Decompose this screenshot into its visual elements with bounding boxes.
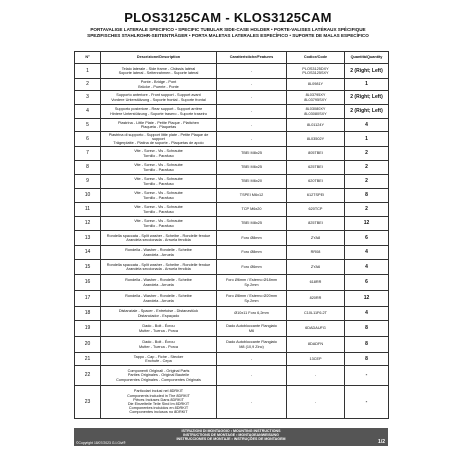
row-features: Foro Ø8mm [217, 231, 287, 246]
row-number: 6 [75, 132, 101, 147]
subtitle-line-1: PORTAVALIGE LATERALE SPECIFICO • SPECIFIC TUBULAR SIDE-CASE HOLDER • PORTE-VALISES LATÉRAUX SPÉCIFIQUE [90, 27, 366, 32]
row-code: 6DADAUFG [287, 321, 345, 337]
row-code: 612TSPEI [287, 189, 345, 203]
row-features: - [217, 105, 287, 119]
table-row [75, 275, 389, 291]
subtitle-line-2: SPEZIFISCHES STAHLROHR-SEITENTRÄGER • PORTA MALETAS LATERALES ESPECÍFICO • SUPORTE DE MALAS ESPECÍFICO [87, 32, 369, 38]
row-code: RR08 [287, 246, 345, 260]
row-description: Tappo - Cap - Fiche - Stecker Enchufe - Cepa [101, 353, 217, 366]
row-number: 21 [75, 353, 101, 366]
table-row [75, 307, 389, 321]
page-number: 1/2 [378, 439, 385, 445]
row-quantity: 8 [345, 353, 389, 366]
row-features: TSPEI M6x12 [217, 189, 287, 203]
row-description: Rondella spaccata - Split washer - Scheibe - Rondelle fendue Arandela seccionada - Arruela fendida [101, 260, 217, 275]
row-description: Piastrina - Little Plate - Petite Plaque - Plattchen Plaqueta - Plaquetas [101, 119, 217, 132]
row-code: 825TBEI [287, 217, 345, 231]
col-header-quantity: Quantità/Quantity [345, 52, 389, 64]
table-row [75, 64, 389, 79]
row-code: 805TBEI [287, 147, 345, 161]
row-quantity: 2 [345, 175, 389, 189]
row-description: Vite - Screw - Vis - Schraube Tornillo - Parafuso [101, 203, 217, 217]
row-quantity: 12 [345, 217, 389, 231]
table-row [75, 386, 389, 419]
row-features: - [217, 353, 287, 366]
table-row [75, 217, 389, 231]
table-row [75, 105, 389, 119]
row-number: 20 [75, 337, 101, 353]
row-code: 8L03080XY 8L03080SXY [287, 105, 345, 119]
table-row [75, 231, 389, 246]
row-code: 8L0981Y [287, 79, 345, 91]
row-code: 13CEP [287, 353, 345, 366]
row-description: Supporto posteriore - Rear support - Support arrière Hintere Unterstützung - Soporte trasero - Suporte traseiro [101, 105, 217, 119]
row-number: 4 [75, 105, 101, 119]
row-code: 8DADFN [287, 337, 345, 353]
row-description: Particolari inclusi nel 8DRKIT Components included in The 8DRKIT Pièces Incluses Dans 8DRKIT Die Einzelteile Teile Sind Im 8DRKIT Componentes incluidos en 8DRKIT Componentes inclusos no 8DRKIT [101, 386, 217, 419]
table-row [75, 353, 389, 366]
col-header-description: Descrizione/Description [101, 52, 217, 64]
row-number: 16 [75, 275, 101, 291]
row-code: - [287, 366, 345, 386]
row-code: ZYA8 [287, 231, 345, 246]
row-quantity: 1 [345, 132, 389, 147]
row-code: PLOS3125DXY PLOS3125SXY [287, 64, 345, 79]
table-row [75, 132, 389, 147]
row-features: - [217, 132, 287, 147]
row-features: Foro Ø8mm [217, 246, 287, 260]
row-features: TBEI M8x25 [217, 147, 287, 161]
row-code: 8L03502Y [287, 132, 345, 147]
row-quantity: 6 [345, 275, 389, 291]
row-quantity: 2 (Right; Left) [345, 91, 389, 105]
row-number: 18 [75, 307, 101, 321]
row-quantity: 2 [345, 161, 389, 175]
row-number: 1 [75, 64, 101, 79]
row-code: 620TCP [287, 203, 345, 217]
row-description: Ponte - Bridge - Pont Brücke - Puente - Ponte [101, 79, 217, 91]
col-header-number: N° [75, 52, 101, 64]
row-code: 8L01124Y [287, 119, 345, 132]
row-quantity: 2 [345, 147, 389, 161]
col-header-code: Codice/Code [287, 52, 345, 64]
row-code: 625TBEI [287, 161, 345, 175]
row-description: Dado - Bolt - Écrou Mutter - Tuerca - Porca [101, 337, 217, 353]
row-features: Foro Ø6mm / Esterno Ø18mm Sp.2mm [217, 275, 287, 291]
table-row [75, 79, 389, 91]
document-title: PLOS3125CAM - KLOS3125CAM [124, 10, 332, 25]
row-code: 620TBEI [287, 175, 345, 189]
row-description: Supporto anteriore - Front support - Support avant Vordere Unterstützung - Soporte frontal - Suporte frontal [101, 91, 217, 105]
row-quantity: 8 [345, 337, 389, 353]
table-row [75, 246, 389, 260]
row-features: TBEI M6x20 [217, 175, 287, 189]
col-header-features: Caratteristiche/Features [217, 52, 287, 64]
row-code: 8L03795XY 8L03795SXY [287, 91, 345, 105]
row-quantity: 1 [345, 79, 389, 91]
row-number: 14 [75, 246, 101, 260]
row-features: - [217, 386, 287, 419]
row-features: Dado Autobloccante Flangiato M8 (10,9 Zinc) [217, 337, 287, 353]
table-row [75, 91, 389, 105]
row-quantity: 2 [345, 203, 389, 217]
row-number: 7 [75, 147, 101, 161]
row-features: - [217, 91, 287, 105]
footer-line-1: ISTRUZIONI DI MONTAGGIO • MOUNTING INSTRUCTIONS [181, 429, 281, 433]
row-quantity: 6 [345, 231, 389, 246]
row-features: Dado Autobloccante Flangiato M6 [217, 321, 287, 337]
footer-bar [74, 428, 388, 446]
table-header-row [75, 52, 389, 64]
row-description: Rondella - Washer - Rondelle - Scheibe Arandela - Arruela [101, 291, 217, 307]
row-quantity: - [345, 366, 389, 386]
row-description: Vite - Screw - Vis - Schraube Tornillo - Parafuso [101, 175, 217, 189]
table-row [75, 260, 389, 275]
row-quantity: - [345, 386, 389, 419]
row-number: 2 [75, 79, 101, 91]
row-description: Rondella - Washer - Rondelle - Scheibe Arandela - Arruela [101, 246, 217, 260]
row-description: Vite - Screw - Vis - Schraube Tornillo - Parafuso [101, 147, 217, 161]
row-number: 13 [75, 231, 101, 246]
row-quantity: 4 [345, 307, 389, 321]
row-number: 5 [75, 119, 101, 132]
row-number: 11 [75, 203, 101, 217]
row-quantity: 4 [345, 246, 389, 260]
row-number: 9 [75, 175, 101, 189]
row-features: - [217, 119, 287, 132]
row-number: 15 [75, 260, 101, 275]
row-description: Dado - Bolt - Écrou Mutter - Tuerca - Porca [101, 321, 217, 337]
row-quantity: 2 (Right; Left) [345, 105, 389, 119]
table-row [75, 321, 389, 337]
row-number: 17 [75, 291, 101, 307]
table-row [75, 337, 389, 353]
row-number: 3 [75, 91, 101, 105]
row-description: Vite - Screw - Vis - Schraube Tornillo - Parafuso [101, 217, 217, 231]
row-features: Ø10x11 Foro 6,2mm [217, 307, 287, 321]
row-number: 12 [75, 217, 101, 231]
row-description: Vite - Screw - Vis - Schraube Tornillo - Parafuso [101, 161, 217, 175]
row-number: 19 [75, 321, 101, 337]
row-number: 8 [75, 161, 101, 175]
row-code: - [287, 386, 345, 419]
table-row [75, 147, 389, 161]
row-quantity: 4 [345, 119, 389, 132]
row-description: Telaio laterale - Side frame - Châssis latéral Soporte lateral - Seitenrahmen - Suporte lateral [101, 64, 217, 79]
row-quantity: 8 [345, 189, 389, 203]
row-features: Foro Ø6mm [217, 260, 287, 275]
row-code: 820RR [287, 291, 345, 307]
copyright-text: ©Copyright 18/07/2023 G.I.Givi® [76, 441, 126, 445]
table-row [75, 175, 389, 189]
row-features: TCP M6x20 [217, 203, 287, 217]
row-features: - [217, 64, 287, 79]
table-row [75, 119, 389, 132]
row-quantity: 8 [345, 321, 389, 337]
footer-line-2: INSTRUCTIONS DE MONTAGE • MONTAGEANWEISUNG [183, 433, 279, 438]
row-features: - [217, 79, 287, 91]
row-number: 23 [75, 386, 101, 419]
table-row [75, 291, 389, 307]
row-description: Distanziale - Spacer - Entretoise - Distanzstück Distanciador - Espaçado [101, 307, 217, 321]
row-code: ZYA6 [287, 260, 345, 275]
row-description: Vite - Screw - Vis - Schraube Tornillo - Parafuso [101, 189, 217, 203]
row-description: Piastrina di supporto - Support little plate - Petite Plaque de support Trägerplatte - Platina de soporte - Plaquetas de apoio [101, 132, 217, 147]
row-features: Foro Ø8mm / Esterno Ø20mm Sp.2mm [217, 291, 287, 307]
footer-line-3: INSTRUCCIONES DE MONTAJE • INSTRUÇÕES DE MONTAGEM [176, 437, 286, 442]
row-features: - [217, 366, 287, 386]
row-quantity: 12 [345, 291, 389, 307]
table-row [75, 161, 389, 175]
parts-table [74, 51, 389, 419]
table-row [75, 203, 389, 217]
row-quantity: 4 [345, 260, 389, 275]
table-row [75, 189, 389, 203]
row-description: Rondella - Washer - Rondelle - Scheibe Arandela - Arruela [101, 275, 217, 291]
row-number: 22 [75, 366, 101, 386]
row-description: Rondella spaccata - Split washer - Scheibe - Rondelle fendue Arandela seccionada - Arruela fendida [101, 231, 217, 246]
row-features: TBEI M6x25 [217, 161, 287, 175]
row-quantity: 2 (Right; Left) [345, 64, 389, 79]
row-code: 618RR [287, 275, 345, 291]
row-number: 10 [75, 189, 101, 203]
row-features: TBEI M8x25 [217, 217, 287, 231]
row-code: C10L11F6.2T [287, 307, 345, 321]
table-row [75, 366, 389, 386]
row-description: Componenti Originali - Original Parts Parties Originales - Original Bauteile Componentes Originales - Componentes Originais [101, 366, 217, 386]
